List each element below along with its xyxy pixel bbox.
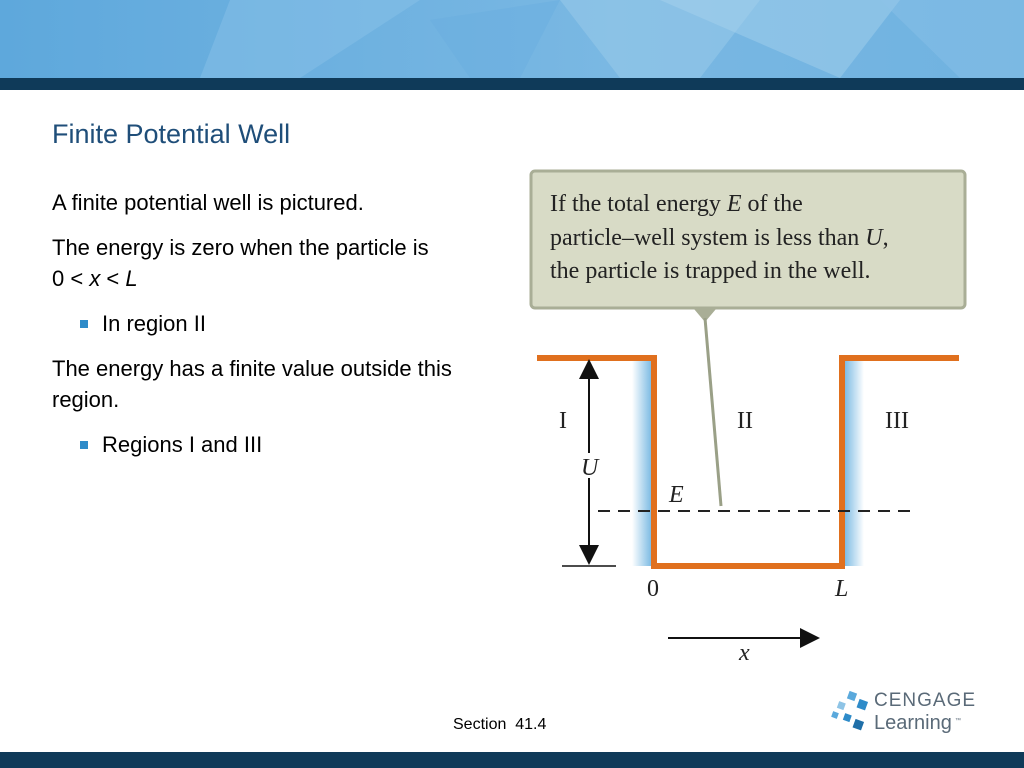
cengage-learning-logo bbox=[830, 688, 990, 740]
bullet-regions-i-iii bbox=[52, 429, 502, 460]
slide-body bbox=[52, 187, 502, 474]
paragraph-pictured: A finite potential well is pictured. bbox=[52, 190, 364, 215]
finite-well-diagram bbox=[528, 168, 968, 683]
paragraph-finite-value: The energy has a finite value outside this region. bbox=[52, 356, 452, 412]
u-label: U bbox=[581, 455, 599, 481]
logo-cengage-text: CENGAGE bbox=[874, 690, 977, 711]
bullet-regions-i-iii-text: Regions I and III bbox=[102, 432, 263, 457]
section-number: Section 41.4 bbox=[453, 716, 547, 733]
finite-well-svg bbox=[528, 168, 968, 678]
bullet-square-icon bbox=[80, 441, 88, 449]
callout-line-2: particle–well system is less than U, bbox=[550, 225, 889, 251]
callout-line-1: If the total energy E of the bbox=[550, 191, 803, 217]
cengage-logo-icon bbox=[830, 690, 872, 734]
energy-zero-ineq-x: x bbox=[89, 266, 101, 291]
bottom-bar bbox=[0, 752, 1024, 768]
callout-line-3: the particle is trapped in the well. bbox=[550, 258, 871, 284]
banner-graphic bbox=[0, 0, 1024, 90]
energy-zero-line1: The energy is zero when the particle is bbox=[52, 235, 429, 260]
well-outline bbox=[537, 358, 959, 566]
right-wall-glow bbox=[842, 358, 864, 566]
region-i-label: I bbox=[559, 408, 567, 434]
l-label: L bbox=[835, 576, 849, 602]
e-label: E bbox=[669, 482, 684, 508]
paragraph-energy-zero bbox=[52, 232, 502, 294]
energy-zero-ineq-a: 0 < bbox=[52, 266, 90, 291]
left-wall-glow bbox=[632, 358, 654, 566]
logo-learning-text: Learning bbox=[874, 712, 952, 734]
bullet-region-ii-text: In region II bbox=[102, 311, 206, 336]
bullet-square-icon bbox=[80, 320, 88, 328]
energy-zero-ineq-L: L bbox=[125, 266, 138, 291]
x-label: x bbox=[739, 640, 750, 666]
slide-title: Finite Potential Well bbox=[52, 119, 291, 149]
bullet-region-ii bbox=[52, 308, 502, 339]
zero-label: 0 bbox=[647, 576, 659, 602]
logo-trademark: ™ bbox=[955, 718, 961, 724]
callout-pointer-line bbox=[705, 318, 721, 506]
region-iii-label: III bbox=[885, 408, 909, 434]
top-banner bbox=[0, 0, 1024, 90]
energy-zero-ineq-b: < bbox=[100, 266, 126, 291]
region-ii-label: II bbox=[737, 408, 753, 434]
